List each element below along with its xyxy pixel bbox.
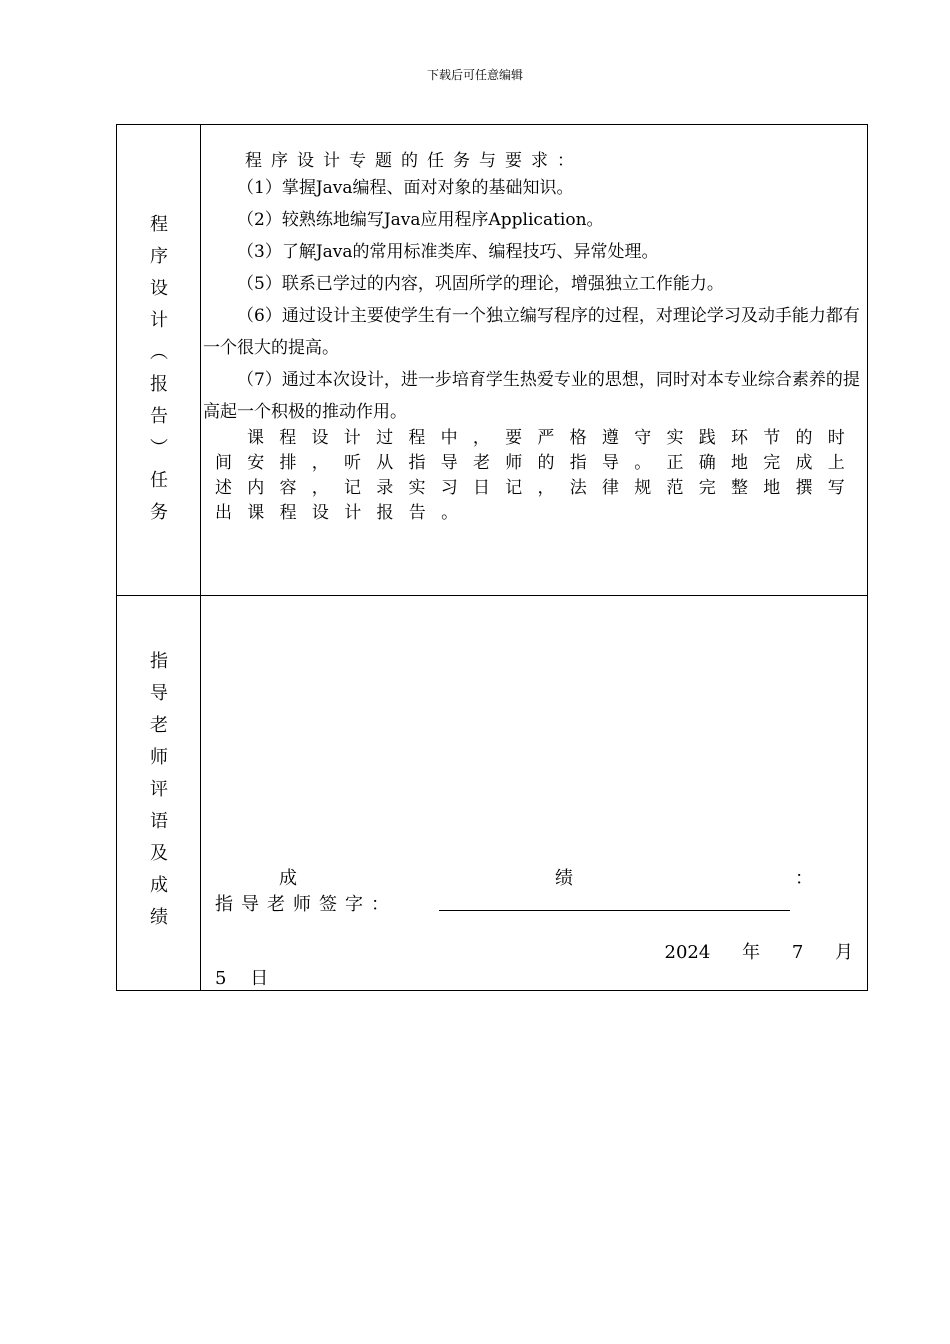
task-label-char: 告 — [150, 406, 168, 427]
date-year: 2024 — [664, 942, 711, 963]
task-row — [117, 125, 867, 596]
closing-line-char: 告 — [408, 503, 426, 523]
date-month: 7 — [791, 942, 804, 963]
closing-line-char: 实 — [666, 428, 684, 448]
closing-line-char: 程 — [279, 428, 297, 448]
closing-line-char: 课 — [247, 428, 264, 448]
evaluation-label-char: 指 — [150, 651, 168, 672]
closing-line-char: ， — [472, 428, 490, 448]
closing-line-char: ， — [311, 478, 329, 498]
closing-line-char: 撰 — [795, 478, 813, 498]
evaluation-label-char: 及 — [150, 843, 168, 864]
task-label-char: 任 — [150, 470, 168, 491]
requirements-title: 程序设计专题的任务与要求： — [245, 151, 583, 171]
signature-label: 指导老师签字： — [215, 894, 397, 915]
closing-line-char: ， — [537, 478, 555, 498]
closing-line-char: 中 — [440, 428, 458, 448]
closing-line-char: 间 — [215, 453, 232, 473]
closing-line-char: 计 — [343, 428, 361, 448]
closing-line-char: 律 — [602, 478, 619, 498]
closing-line — [247, 426, 845, 451]
date-year-unit: 年 — [742, 942, 761, 963]
date-day-unit: 日 — [250, 968, 269, 989]
closing-line-char: 范 — [666, 478, 684, 498]
date-day: 5 — [215, 968, 227, 989]
closing-line-char: 遵 — [601, 428, 619, 448]
closing-line-char: 导 — [440, 453, 458, 473]
closing-line-char: 实 — [408, 478, 426, 498]
task-label-char: 计 — [150, 310, 168, 331]
grade-colon: ： — [795, 868, 813, 889]
closing-line-char: 的 — [795, 428, 813, 448]
closing-line-char: 。 — [634, 453, 652, 473]
requirement-item: （1）掌握Java编程、面对对象的基础知识。 — [237, 178, 574, 198]
task-label-char: ︶ — [150, 438, 168, 459]
closing-line-char: 记 — [505, 478, 523, 498]
task-label-char: 程 — [150, 214, 168, 235]
closing-line-char: 过 — [376, 428, 394, 448]
task-label-char: 序 — [150, 246, 168, 267]
closing-line-char: 程 — [408, 428, 426, 448]
header-note: 下载后可任意编辑 — [426, 68, 523, 82]
evaluation-label-char: 评 — [150, 779, 168, 800]
closing-line — [215, 501, 845, 526]
task-label-char: 务 — [150, 502, 168, 523]
closing-line-char: 守 — [634, 428, 652, 448]
closing-line-char: 完 — [698, 478, 716, 498]
closing-line-char: 写 — [827, 478, 845, 498]
closing-line-char: 录 — [376, 478, 394, 498]
closing-line-char: 时 — [827, 428, 845, 448]
closing-line-char: 的 — [537, 453, 555, 473]
closing-line-char: 环 — [730, 428, 748, 448]
date-line-day — [215, 964, 268, 990]
evaluation-label-char: 导 — [150, 683, 168, 704]
closing-line — [215, 476, 845, 501]
closing-line-char: 习 — [440, 478, 458, 498]
evaluation-label-cell — [117, 596, 201, 990]
closing-line-char: 指 — [569, 453, 587, 473]
evaluation-label-char: 语 — [150, 811, 168, 832]
task-label-char: 设 — [150, 278, 168, 299]
closing-line-char: 完 — [763, 453, 781, 473]
closing-line-char: 述 — [215, 478, 232, 498]
grade-label-first: 成 — [279, 868, 297, 889]
requirement-item: （7）通过本次设计，进一步培育学生热爱专业的思想，同时对本专业综合素养的提高起一个积极的推动作用。 — [203, 370, 860, 422]
closing-line-char: 地 — [763, 478, 781, 498]
closing-line-char: 计 — [344, 503, 362, 523]
evaluation-vertical-label — [117, 646, 201, 934]
task-label-cell — [117, 125, 201, 595]
closing-line — [215, 451, 845, 476]
evaluation-label-char: 绩 — [150, 907, 168, 928]
closing-line-char: 践 — [698, 428, 716, 448]
closing-line-char: 课 — [247, 503, 265, 523]
date-month-unit: 月 — [835, 942, 853, 963]
task-form-table — [116, 124, 868, 991]
closing-line-char: 设 — [311, 503, 329, 523]
grade-line — [279, 864, 813, 890]
closing-line-char: 指 — [408, 453, 426, 473]
closing-line-char: 规 — [634, 478, 652, 498]
requirement-item: （2）较熟练地编写Java应用程序Application。 — [237, 210, 604, 230]
closing-line-char: 导 — [602, 453, 619, 473]
evaluation-label-char: 师 — [150, 747, 168, 768]
closing-line-char: 。 — [441, 503, 459, 523]
closing-line-char: 格 — [569, 428, 587, 448]
closing-line-char: 内 — [247, 478, 265, 498]
closing-line-char: 听 — [344, 453, 361, 473]
evaluation-label-char: 成 — [150, 875, 168, 896]
closing-line-char: 记 — [344, 478, 361, 498]
task-vertical-label — [117, 209, 201, 529]
closing-line-char: 设 — [311, 428, 329, 448]
closing-line-char: 师 — [505, 453, 523, 473]
closing-line-char: 节 — [763, 428, 781, 448]
closing-line-char: 严 — [537, 428, 555, 448]
signature-line[interactable] — [439, 910, 790, 911]
closing-line-char: 地 — [731, 453, 748, 473]
task-content-cell — [201, 125, 867, 595]
closing-line-char: 报 — [376, 503, 394, 523]
date-line — [665, 938, 853, 964]
closing-line-char: 日 — [473, 478, 490, 498]
task-label-char: 报 — [150, 374, 168, 395]
closing-line-char: 程 — [279, 503, 297, 523]
closing-line-char: ， — [311, 453, 329, 473]
closing-line-char: 确 — [698, 453, 716, 473]
closing-line-char: 从 — [376, 453, 394, 473]
closing-line-char: 法 — [569, 478, 587, 498]
closing-line-char: 老 — [473, 453, 490, 473]
closing-line-char: 出 — [215, 503, 232, 523]
closing-line-char: 整 — [731, 478, 748, 498]
task-label-char: ︵ — [150, 342, 168, 363]
closing-line-char: 安 — [247, 453, 265, 473]
evaluation-row — [117, 596, 867, 990]
evaluation-label-char: 老 — [150, 715, 168, 736]
requirement-item: （6）通过设计主要使学生有一个独立编写程序的过程，对理论学习及动手能力都有一个很大的提高。 — [203, 306, 860, 358]
evaluation-content-cell — [201, 596, 867, 990]
closing-line-char: 排 — [279, 453, 297, 473]
closing-line-char: 成 — [795, 453, 813, 473]
closing-line-char: 容 — [279, 478, 297, 498]
closing-line-char: 要 — [505, 428, 523, 448]
closing-line-char: 上 — [827, 453, 845, 473]
grade-label-second: 绩 — [555, 868, 573, 889]
requirement-item: （5）联系已学过的内容，巩固所学的理论，增强独立工作能力。 — [237, 274, 724, 294]
requirement-item: （3）了解Java的常用标准类库、编程技巧、异常处理。 — [237, 242, 659, 262]
closing-line-char: 正 — [666, 453, 684, 473]
